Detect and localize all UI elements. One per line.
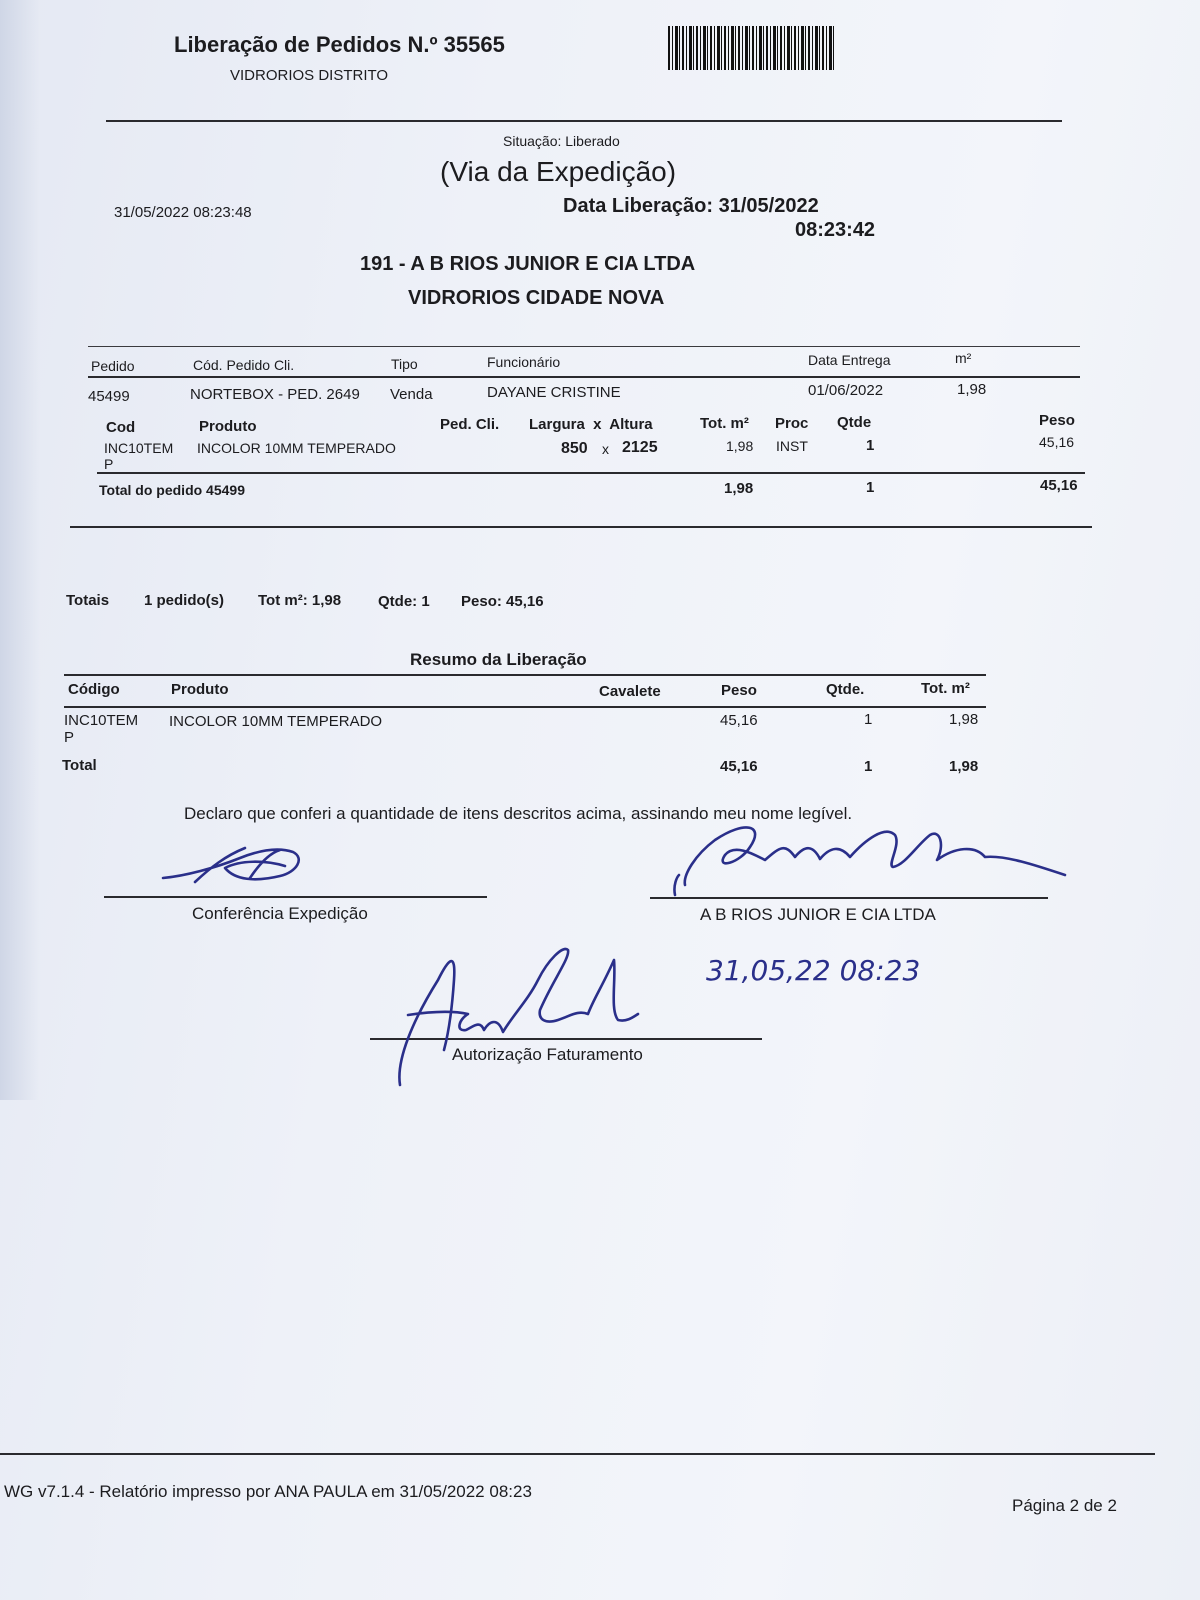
item-col-peso: Peso [1039,412,1075,429]
status-label: Situação: Liberado [503,133,620,149]
item-cod-line1: INC10TEM [104,440,174,456]
order-tipo-value: Venda [390,386,433,403]
summary-col-peso: Peso [721,682,757,699]
conferencia-signature [155,838,315,898]
item-tot-m2: 1,98 [726,438,754,454]
summary-qtde: 1 [864,711,873,728]
item-peso: 45,16 [1039,434,1075,450]
summary-col-codigo: Código [68,681,120,698]
summary-total-label: Total [62,757,97,774]
footer-printed-by: WG v7.1.4 - Relatório impresso por ANA PAULA em 31/05/2022 08:23 [4,1482,532,1501]
totals-qtde: Qtde: 1 [378,593,430,610]
order-m2-value: 1,98 [957,381,987,398]
item-proc: INST [776,438,808,454]
order-cod-cli-value: NORTEBOX - PED. 2649 [190,386,360,403]
summary-total-tot-m2: 1,98 [949,758,979,775]
order-pedido-value: 45499 [88,388,130,405]
release-time: 08:23:42 [795,219,876,241]
footer-page-number: Página 2 de 2 [1012,1496,1117,1515]
col-funcionario: Funcionário [487,354,561,370]
declaration-text: Declaro que conferi a quantidade de itens descritos acima, assinando meu nome legível. [184,804,853,823]
company-name: VIDRORIOS DISTRITO [230,67,389,84]
order-top-divider [88,346,1080,347]
item-altura: 2125 [622,439,658,456]
summary-peso: 45,16 [720,712,758,729]
item-col-largura-altura: Largura x Altura [529,416,653,433]
order-total-label: Total do pedido 45499 [99,482,245,498]
summary-header-underline [64,706,986,708]
barcode [668,26,834,70]
order-header-underline [88,376,1080,378]
summary-top-divider [64,674,986,676]
col-tipo: Tipo [391,356,418,372]
item-col-produto: Produto [199,418,257,435]
autorizacao-signature [388,940,658,1090]
item-col-tot-m2: Tot. m² [700,415,749,432]
order-data-entrega-value: 01/06/2022 [808,382,884,399]
summary-col-qtde: Qtde. [826,681,865,698]
copy-label: (Via da Expedição) [440,156,677,187]
footer-divider [0,1453,1155,1455]
summary-produto: INCOLOR 10MM TEMPERADO [169,713,383,730]
item-qtde: 1 [866,437,875,454]
summary-total-qtde: 1 [864,758,873,775]
handwritten-date: 31,05,22 08:23 [706,954,921,987]
item-col-ped-cli: Ped. Cli. [440,416,500,433]
col-data-entrega: Data Entrega [808,352,891,368]
order-block-bottom [70,526,1092,528]
col-m2: m² [955,350,972,366]
summary-col-cavalete: Cavalete [599,683,661,700]
summary-codigo-line2: P [64,729,75,746]
item-produto: INCOLOR 10MM TEMPERADO [197,440,396,456]
col-pedido: Pedido [91,358,135,374]
document-title: Liberação de Pedidos N.º 35565 [174,32,505,57]
order-total-qtde: 1 [866,479,875,496]
item-cod-line2: P [104,456,114,472]
order-total-m2: 1,98 [724,480,754,497]
summary-total-peso: 45,16 [720,758,758,775]
release-date: Data Liberação: 31/05/2022 [563,195,819,217]
order-total-peso: 45,16 [1040,477,1078,494]
summary-col-produto: Produto [171,681,229,698]
item-col-qtde: Qtde [837,414,872,431]
totals-m2: Tot m²: 1,98 [258,592,342,609]
order-total-divider [97,472,1085,474]
summary-col-tot-m2: Tot. m² [921,680,970,697]
item-col-cod: Cod [106,419,136,436]
totals-pedidos: 1 pedido(s) [144,592,225,609]
totals-peso: Peso: 45,16 [461,593,544,610]
item-col-proc: Proc [775,415,809,432]
summary-title: Resumo da Liberação [410,650,587,669]
client-signature [655,785,1095,905]
summary-tot-m2: 1,98 [949,711,979,728]
col-cod-pedido-cli: Cód. Pedido Cli. [193,357,295,373]
client-branch: VIDRORIOS CIDADE NOVA [408,287,665,309]
autorizacao-label: Autorização Faturamento [452,1045,643,1064]
print-datetime: 31/05/2022 08:23:48 [114,204,252,221]
item-x: x [602,441,609,457]
client-line: 191 - A B RIOS JUNIOR E CIA LTDA [360,253,696,275]
paper-shadow-edge [0,0,40,1100]
item-largura: 850 [561,440,588,457]
totals-label: Totais [66,592,110,609]
summary-codigo-line1: INC10TEM [64,712,139,729]
header-divider [106,120,1062,122]
conferencia-label: Conferência Expedição [192,904,368,923]
client-signature-label: A B RIOS JUNIOR E CIA LTDA [700,905,936,924]
order-funcionario-value: DAYANE CRISTINE [487,384,621,401]
